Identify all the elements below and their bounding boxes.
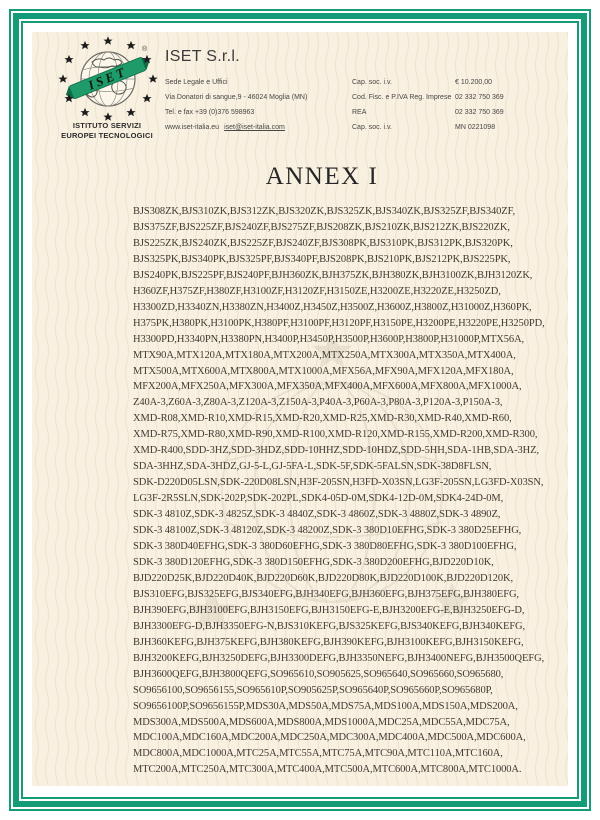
code-line: MFX200A,MFX250A,MFX300A,MFX350A,MFX400A,MFX600A,MFX800A,MFX1000A, <box>133 381 522 393</box>
organization-name-line2: EUROPEI TECNOLOGICI <box>61 130 153 140</box>
code-line: BJH390EFG,BJH3100EFG,BJH3150EFG,BJH3150EFG-E,BJH3200EFG-E,BJH3250EFG-D, <box>133 604 525 616</box>
iset-logo <box>54 34 162 126</box>
product-code-list <box>133 204 563 778</box>
code-line: BJS375ZF,BJS225ZF,BJS240ZF,BJS275ZF,BJS208ZK,BJS210ZK,BJS212ZK,BJS220ZK, <box>133 221 510 233</box>
code-line: SO9656100,SO9656155,SO965610P,SO905625P,SO965640P,SO965660P,SO965680P, <box>133 684 493 696</box>
code-line: SDK-3 48100Z,SDK-3 48120Z,SDK-3 48200Z,SDK-3 380D10EFHG,SDK-3 380D25EFHG, <box>133 525 522 537</box>
code-line: BJH3200KEFG,BJH3250DEFG,BJH3300DEFG,BJH3350NEFG,BJH3400NEFG,BJH3500QEFG, <box>133 652 545 664</box>
organization-name-line1: ISTITUTO SERVIZI <box>72 121 142 130</box>
email-link[interactable]: iset@iset-italia.com <box>224 124 285 131</box>
address-line-3: Tel. e fax +39 (0)376 598963 <box>165 109 255 116</box>
registered-trademark-icon: ® <box>142 46 148 53</box>
registry-value: 02 332 750 369 <box>455 94 504 101</box>
code-line: BJS310EFG,BJS325EFG,BJS340EFG,BJH340EFG,BJH360EFG,BJH375EFG,BJH380EFG, <box>133 588 519 600</box>
code-line: BJH3300EFG-D,BJH3350EFG-N,BJS310KEFG,BJS325KEFG,BJS340KEFG,BJH340KEFG, <box>133 620 526 632</box>
code-line: BJS240PK,BJS225PF,BJS240PF,BJH360ZK,BJH375ZK,BJH380ZK,BJH3100ZK,BJH3120ZK, <box>133 269 533 281</box>
code-line: MTC200A,MTC250A,MTC300A,MTC400A,MTC500A,MTC600A,MTC800A,MTC1000A. <box>133 764 522 776</box>
code-line: H375PK,H380PK,H3100PK,H380PF,H3100PF,H3120PF,H3150PE,H3200PE,H3220PE,H3250PD, <box>133 317 545 329</box>
code-line: LG3F-2R5SLN,SDK-202P,SDK-202PL,SDK4-05D-0M,SDK4-12D-0M,SDK4-24D-0M, <box>133 493 504 505</box>
code-line: BJH360KEFG,BJH375KEFG,BJH380KEFG,BJH390KEFG,BJH3100KEFG,BJH3150KEFG, <box>133 636 524 648</box>
code-line: SDA-3HHZ,SDA-3HDZ,GJ-5-L,GJ-5FA-L,SDK-5F,SDK-5FALSN,SDK-38D8FLSN, <box>133 461 492 473</box>
code-line: H3300ZD,H3340ZN,H3380ZN,H3400Z,H3450Z,H3500Z,H3600Z,H3800Z,H31000Z,H360PK, <box>133 301 532 313</box>
code-line: BJS325PK,BJS340PK,BJS325PF,BJS340PF,BJS208PK,BJS210PK,BJS212PK,BJS225PK, <box>133 253 511 265</box>
code-line: SDK-3 4810Z,SDK-3 4825Z,SDK-3 4840Z,SDK-3 4860Z,SDK-3 4880Z,SDK-3 4890Z, <box>133 509 501 521</box>
code-line: BJD220D25K,BJD220D40K,BJD220D60K,BJD220D80K,BJD220D100K,BJD220D120K, <box>133 572 513 584</box>
code-line: Z40A-3,Z60A-3,Z80A-3,Z120A-3,Z150A-3,P40A-3,P60A-3,P80A-3,P120A-3,P150A-3, <box>133 397 503 409</box>
registry-label: Cod. Fisc. e P.IVA Reg. Imprese <box>352 94 452 101</box>
code-line: MTX90A,MTX120A,MTX180A,MTX200A,MTX250A,MTX300A,MTX350A,MTX400A, <box>133 349 516 361</box>
registry-value: MN 0221098 <box>455 124 496 131</box>
code-line: BJH3600QEFG,BJH3800QEFG,SO965610,SO905625,SO965640,SO965660,SO965680, <box>133 668 504 680</box>
logo-banner-text: ISET <box>85 63 130 93</box>
registry-value: € 10.200,00 <box>455 79 492 86</box>
code-line: XMD-R08,XMD-R10,XMD-R15,XMD-R20,XMD-R25,XMD-R30,XMD-R40,XMD-R60, <box>133 413 512 425</box>
code-line: H3300PD,H3340PN,H3380PN,H3400P,H3450P,H3500P,H3600P,H3800P,H31000P,MTX56A, <box>133 333 525 345</box>
registry-label: Cap. soc. i.v. <box>352 124 392 131</box>
code-line: SDK-3 380D40EFHG,SDK-3 380D60EFHG,SDK-3 380D80EFHG,SDK-3 380D100EFHG, <box>133 541 517 553</box>
website-link[interactable]: www.iset-italia.eu <box>165 124 220 131</box>
address-line-1: Sede Legale e Uffici <box>165 79 228 86</box>
code-line: MDC800A,MDC1000A,MTC25A,MTC55A,MTC75A,MTC90A,MTC110A,MTC160A, <box>133 748 503 760</box>
organization-name <box>44 121 170 140</box>
registry-label: REA <box>352 109 367 116</box>
registry-value: 02 332 750 369 <box>455 109 504 116</box>
company-name: ISET S.r.l. <box>165 48 241 65</box>
code-line: XMD-R400,SDD-3HZ,SDD-3HDZ,SDD-10HHZ,SDD-10HDZ,SDD-5HH,SDA-1HB,SDA-3HZ, <box>133 445 539 457</box>
code-line: H360ZF,H375ZF,H380ZF,H3100ZF,H3120ZF,H3150ZE,H3200ZE,H3220ZE,H3250ZD, <box>133 285 501 297</box>
code-line: BJS308ZK,BJS310ZK,BJS312ZK,BJS320ZK,BJS325ZK,BJS340ZK,BJS325ZF,BJS340ZF, <box>133 206 516 217</box>
page-title: ANNEX I <box>265 163 379 190</box>
code-line: XMD-R75,XMD-R80,XMD-R90,XMD-R100,XMD-R120,XMD-R155,XMD-R200,XMD-R300, <box>133 429 538 441</box>
contact-line <box>165 124 285 131</box>
code-line: SO9656100P,SO9656155P,MDS30A,MDS50A,MDS75A,MDS100A,MDS150A,MDS200A, <box>133 700 518 712</box>
registry-label: Cap. soc. i.v. <box>352 79 392 86</box>
code-line: MDS300A,MDS500A,MDS600A,MDS800A,MDS1000A,MDC25A,MDC55A,MDC75A, <box>133 716 510 728</box>
code-line: SDK-3 380D120EFHG,SDK-3 380D150EFHG,SDK-3 380D200EFHG,BJD220D10K, <box>133 556 494 568</box>
address-line-2: Via Donatori di sangue,9 - 46024 Moglia (MN) <box>165 94 308 101</box>
code-line: BJS225ZK,BJS240ZK,BJS225ZF,BJS240ZF,BJS308PK,BJS310PK,BJS312PK,BJS320PK, <box>133 237 513 249</box>
code-line: SDK-D220D05LSN,SDK-220D08LSN,H3F-205SN,H3FD-X03SN,LG3F-205SN,LG3FD-X03SN, <box>133 477 544 489</box>
code-line: MTX500A,MTX600A,MTX800A,MTX1000A,MFX56A,MFX90A,MFX120A,MFX180A, <box>133 365 514 377</box>
code-line: MDC100A,MDC160A,MDC200A,MDC250A,MDC300A,MDC400A,MDC500A,MDC600A, <box>133 732 526 744</box>
